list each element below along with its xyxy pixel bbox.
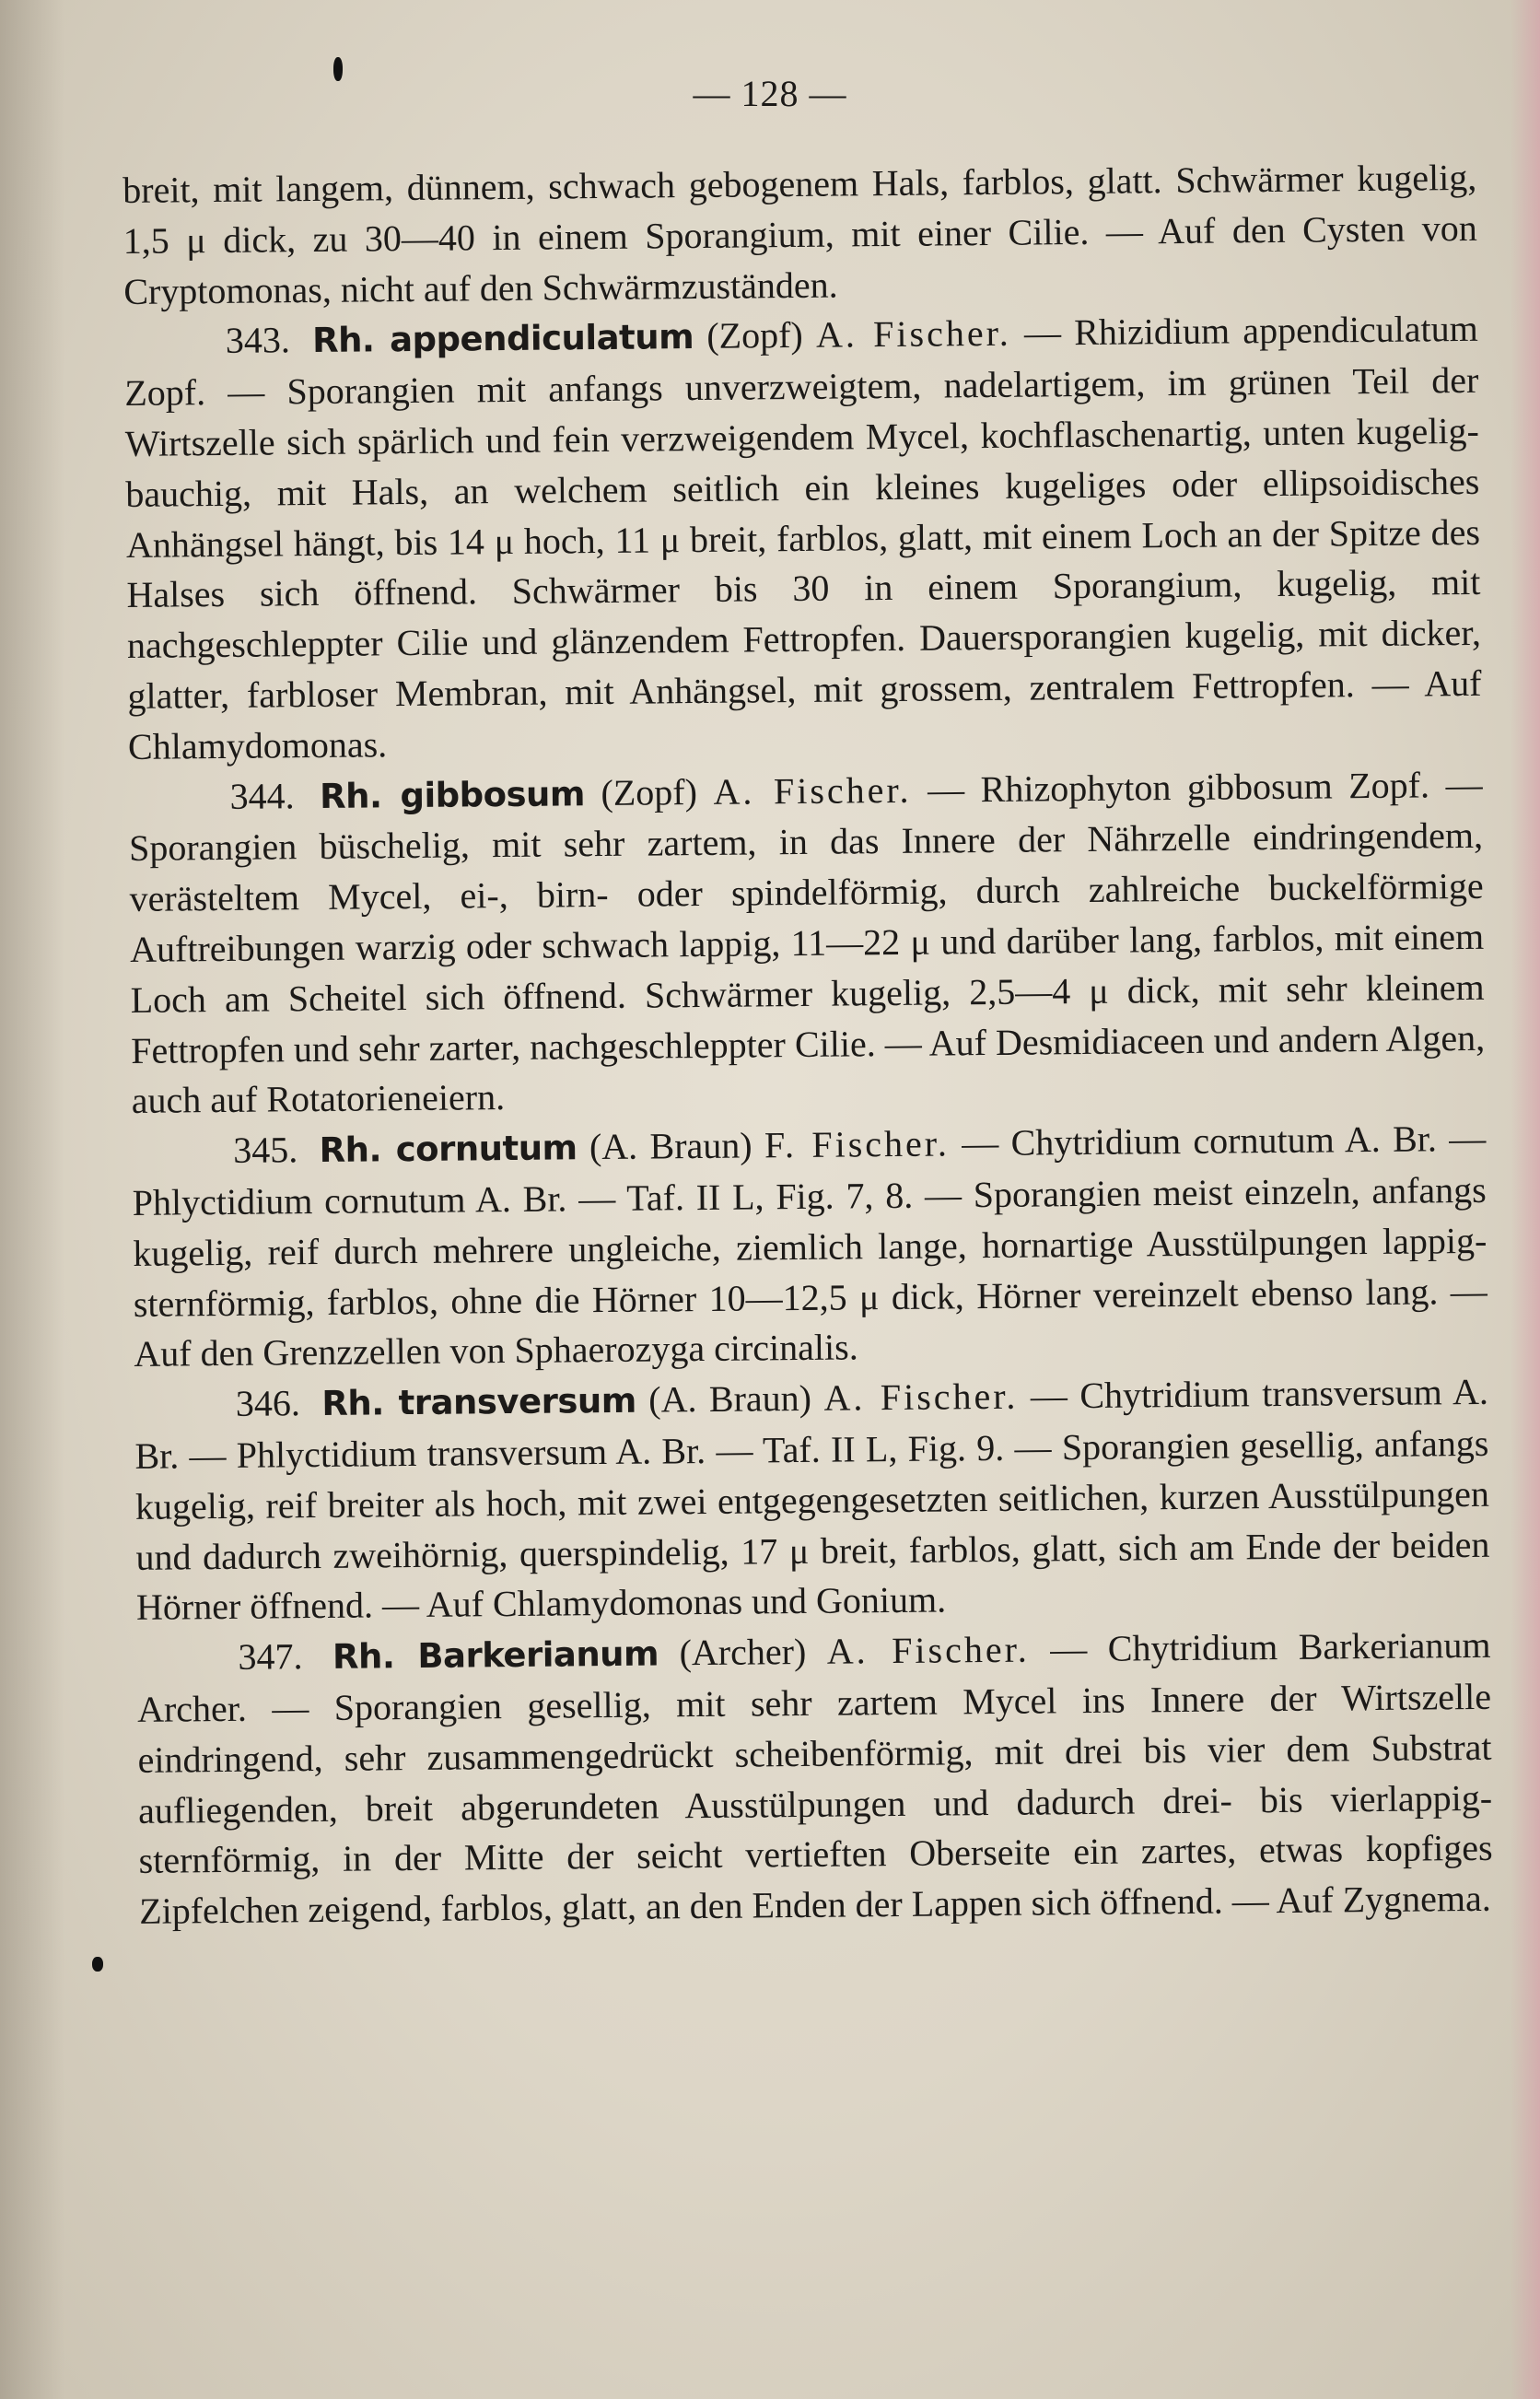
- body-text: [122, 153, 1493, 1937]
- entry-number: 344.: [229, 774, 295, 817]
- spine-shadow: [0, 0, 64, 2399]
- basionym-author: (A. Braun): [648, 1377, 812, 1421]
- species-name: Rh. transversum: [321, 1380, 636, 1424]
- species-entry-345: [132, 1114, 1488, 1380]
- species-name: Rh. Barkerianum: [332, 1633, 659, 1677]
- page-number: — 128 —: [693, 73, 847, 114]
- species-name: Rh. gibbosum: [319, 773, 586, 816]
- species-entry-343: [124, 304, 1483, 772]
- entry-description: — Chytridium cornutum A. Br. — Phlyctidium cornutum A. Br. — Taf. II L, Fig. 7, 8. — Sporangien meist einzeln, anfangs kugelig, reif durch mehrere ungleiche, ziemlich lange, hornartige Ausstülpungen lappig-sternförmig, farblos, ohne die Hörner 10—12,5 μ dick, Hörner vereinzelt ebenso lang. — Auf den Grenzzellen von Sphaerozyga circinalis.: [132, 1117, 1488, 1375]
- ink-blot-left: [92, 1957, 103, 1972]
- entry-number: 347.: [238, 1635, 303, 1678]
- basionym-author: (A. Braun): [589, 1124, 752, 1168]
- author: F. Fischer.: [764, 1122, 951, 1166]
- entry-number: 345.: [233, 1129, 298, 1172]
- species-name: Rh. cornutum: [319, 1128, 578, 1171]
- entry-number: 346.: [235, 1382, 301, 1425]
- continuation-paragraph: breit, mit langem, dünnem, schwach gebogenem Hals, farblos, glatt. Schwärmer kugelig, 1,5 μ dick, zu 30—40 in einem Sporangium, mit einer Cilie. — Auf den Cysten von Cryptomonas, nicht auf den Schwärmzuständen.: [122, 156, 1477, 312]
- basionym-author: (Archer): [679, 1631, 807, 1674]
- author: A. Fischer.: [815, 312, 1011, 357]
- entry-description: — Chytridium transversum A. Br. — Phlyctidium transversum A. Br. — Taf. II L, Fig. 9. — Sporangien gesellig, anfangs kugelig, reif breiter als hoch, mit zwei entgegengesetzten seitlichen, kurzen Ausstülpungen und dadurch zweihörnig, querspindelig, 17 μ breit, farblos, glatt, sich am Ende der beiden Hörner öffnend. — Auf Chlamydomonas und Gonium.: [134, 1370, 1490, 1629]
- author: A. Fischer.: [713, 768, 912, 813]
- entry-number: 343.: [225, 319, 291, 362]
- entry-description: — Rhizidium appendiculatum Zopf. — Sporangien mit anfangs unverzweigtem, nadelartigem, im grünen Teil der Wirtszelle sich spärlich und fein verzweigendem Mycel, kochflaschenartig, unten kugelig-bauchig, mit Hals, an welchem seitlich ein kleines kugeliges oder ellipsoidisches Anhängsel hängt, bis 14 μ hoch, 11 μ breit, farblos, glatt, mit einem Loch an der Spitze des Halses sich öffnend. Schwärmer bis 30 in einem Sporangium, kugelig, mit nachgeschleppter Cilie und glänzendem Fettropfen. Dauersporangien kugelig, mit dicker, glatter, farbloser Membran, mit Anhängsel, mit grossem, zentralem Fettropfen. — Auf Chlamydomonas.: [124, 308, 1482, 767]
- species-entry-346: [134, 1367, 1491, 1633]
- species-entry-344: [128, 759, 1486, 1127]
- species-name: Rh. appendiculatum: [311, 317, 694, 361]
- entry-description: — Chytridium Barkerianum Archer. — Sporangien gesellig, mit sehr zartem Mycel ins Innere der Wirtszelle eindringend, sehr zusammengedrückt scheibenförmig, mit drei bis vier dem Substrat aufliegenden, breit abgerundeten Ausstülpungen und dadurch drei- bis vierlappig-sternförmig, in der Mitte der seicht vertieften Oberseite ein zartes, etwas kopfiges Zipfelchen zeigend, farblos, glatt, an den Enden der Lappen sich öffnend. — Auf Zygnema.: [136, 1623, 1493, 1933]
- author: A. Fischer.: [826, 1628, 1030, 1672]
- basionym-author: (Zopf): [706, 314, 803, 357]
- author: A. Fischer.: [823, 1375, 1019, 1419]
- page-edge-stain: [1511, 0, 1540, 2399]
- species-entry-347: [136, 1621, 1493, 1937]
- entry-description: — Rhizophyton gibbosum Zopf. — Sporangien büschelig, mit sehr zartem, in das Innere der Nährzelle eindringendem, verästeltem Mycel, ei-, birn- oder spindelförmig, durch zahlreiche buckelförmige Auftreibungen warzig oder schwach lappig, 11—22 μ und darüber lang, farblos, mit einem Loch am Scheitel sich öffnend. Schwärmer kugelig, 2,5—4 μ dick, mit sehr kleinem Fettropfen und sehr zarter, nachgeschleppter Cilie. — Auf Desmidiaceen und andern Algen, auch auf Rotatorieneiern.: [128, 763, 1486, 1122]
- basionym-author: (Zopf): [601, 770, 698, 813]
